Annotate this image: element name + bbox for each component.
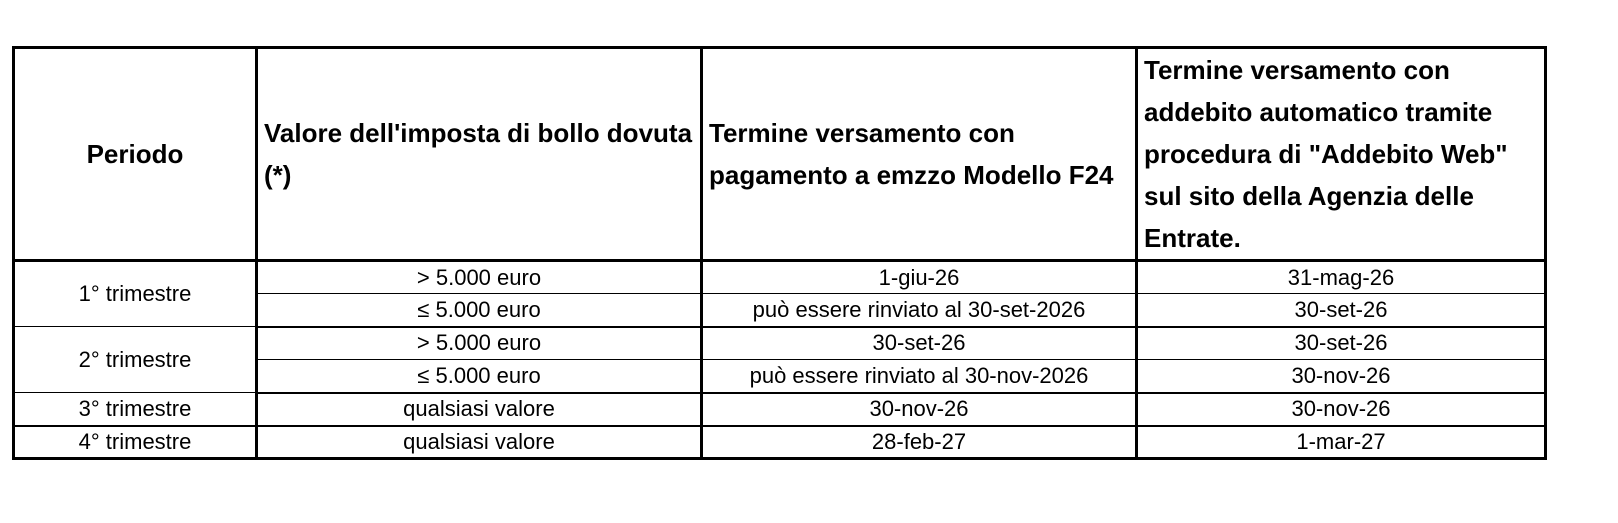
period-cell: 1° trimestre xyxy=(14,261,257,327)
table-row xyxy=(14,261,1546,294)
auto-debit-deadline-cell: 30-set-26 xyxy=(1137,294,1546,327)
auto-debit-deadline-cell: 30-nov-26 xyxy=(1137,393,1546,426)
table-header xyxy=(14,48,1546,261)
value-cell: qualsiasi valore xyxy=(257,393,702,426)
f24-deadline-cell: può essere rinviato al 30-nov-2026 xyxy=(702,360,1137,393)
auto-debit-deadline-cell: 31-mag-26 xyxy=(1137,261,1546,294)
header-f24-deadline: Termine versamento con pagamento a emzzo Modello F24 xyxy=(702,48,1137,261)
header-tax-value: Valore dell'imposta di bollo dovuta (*) xyxy=(257,48,702,261)
value-cell: qualsiasi valore xyxy=(257,426,702,459)
header-auto-debit-deadline: Termine versamento con addebito automatico tramite procedura di "Addebito Web" sul sito della Agenzia delle Entrate. xyxy=(1137,48,1546,261)
stamp-duty-deadlines-table xyxy=(12,46,1547,460)
f24-deadline-cell: 1-giu-26 xyxy=(702,261,1137,294)
table-row xyxy=(14,426,1546,459)
period-cell: 4° trimestre xyxy=(14,426,257,459)
f24-deadline-cell: può essere rinviato al 30-set-2026 xyxy=(702,294,1137,327)
auto-debit-deadline-cell: 30-set-26 xyxy=(1137,327,1546,360)
header-period: Periodo xyxy=(14,48,257,261)
table-row xyxy=(14,393,1546,426)
f24-deadline-cell: 28-feb-27 xyxy=(702,426,1137,459)
period-cell: 3° trimestre xyxy=(14,393,257,426)
auto-debit-deadline-cell: 1-mar-27 xyxy=(1137,426,1546,459)
value-cell: ≤ 5.000 euro xyxy=(257,294,702,327)
value-cell: > 5.000 euro xyxy=(257,261,702,294)
f24-deadline-cell: 30-nov-26 xyxy=(702,393,1137,426)
value-cell: > 5.000 euro xyxy=(257,327,702,360)
table-row xyxy=(14,327,1546,360)
header-row xyxy=(14,48,1546,261)
value-cell: ≤ 5.000 euro xyxy=(257,360,702,393)
table-body xyxy=(14,261,1546,459)
period-cell: 2° trimestre xyxy=(14,327,257,393)
auto-debit-deadline-cell: 30-nov-26 xyxy=(1137,360,1546,393)
f24-deadline-cell: 30-set-26 xyxy=(702,327,1137,360)
spreadsheet-area xyxy=(12,46,1547,460)
